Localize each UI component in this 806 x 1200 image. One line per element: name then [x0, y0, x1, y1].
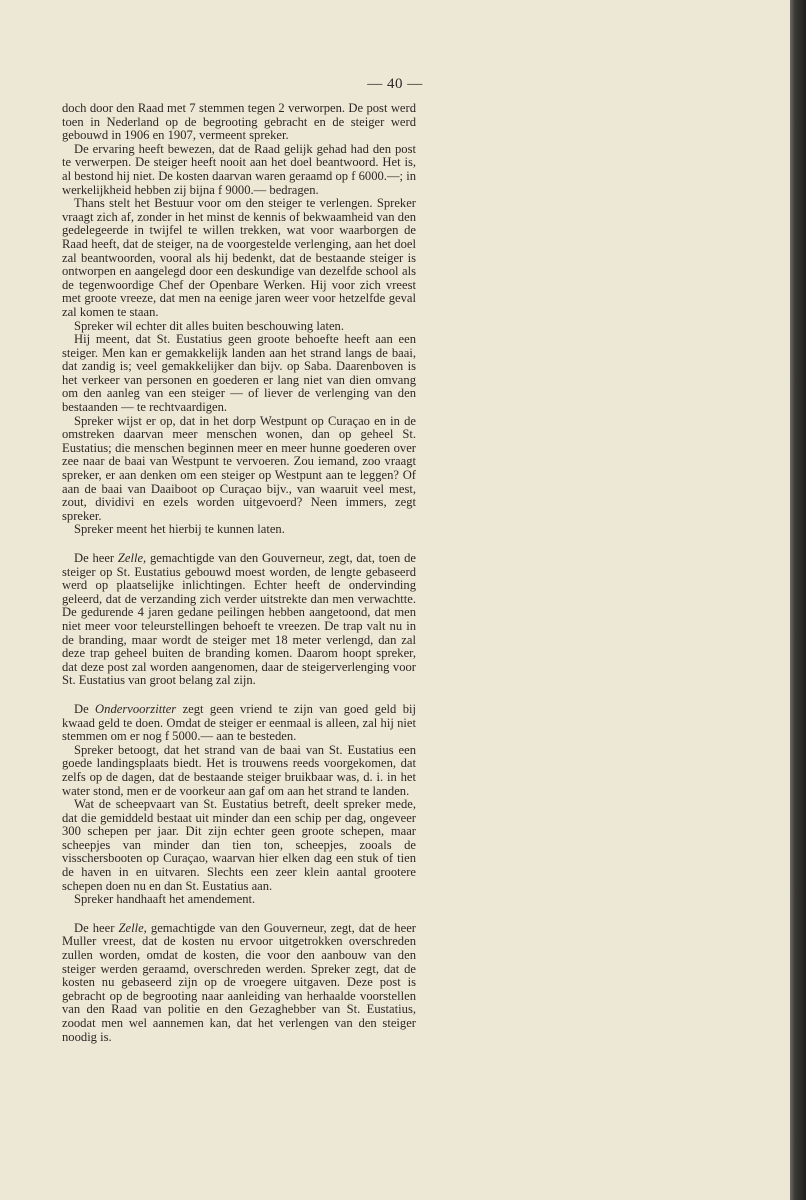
paragraph: De ervaring heeft bewezen, dat de Raad gelijk gehad had den post te verwerpen. De steiger heeft nooit aan het doel beantwoord. Het is, al bestond hij niet. De kosten daarvan waren geraamd op f 6000.—; in werkelijkheid hebben zij bijna f 9000.— bedragen. — [62, 141, 416, 197]
scan-edge — [790, 0, 806, 1200]
paragraph: Wat de scheepvaart van St. Eustatius betreft, deelt spreker mede, dat die gemiddeld bestaat uit minder dan een schip per dag, ongeveer 300 schepen per jaar. Dit zijn echter geen groote schepen, maar scheepjes van minder dan tien ton, scheepjes, zooals de visschersbooten op Curaçao, waarvan hier elken dag een stuk of tien de haven in en uitvaren. Slechts een zeer klein aantal grootere schepen doen nu en dan St. Eustatius aan. — [62, 797, 416, 893]
speaker-name: Zelle, — [117, 551, 147, 565]
paragraph: Spreker wijst er op, dat in het dorp Westpunt op Curaçao en in de omstreken daarvan meer menschen wonen, dan op geheel St. Eustatius; die menschen beginnen meer en meer hunne goederen over zee naar de baai van Westpunt te vervoeren. Zou iemand, zoo vraagt spreker, er aan denken om een steiger op Westpunt aan te leggen? Of aan de baai van Daaiboot op Curaçao bijv., van waaruit veel mest, zout, dividivi en ezels worden uitgevoerd? Neen immers, zegt spreker. — [62, 413, 416, 523]
speaker-text: gemachtigde van den Gouverneur, zegt, dat de heer Muller vreest, dat de kosten nu ervoor uitgetrokken overschreden zullen worden, omdat de kosten, die voor den aanbouw van den steiger werden geraamd, overschreden werden. Spreker zegt, dat de kosten nu gebaseerd zijn op de vroegere uitgaven. Deze post is gebracht op de begrooting naar aanleiding van herhaalde voorstellen van den Raad van politie en den Gezaghebber van St. Eustatius, zoodat men wel aannemen kan, dat het verlengen van den steiger noodig is. — [62, 920, 416, 1044]
paragraph: Spreker meent het hierbij te kunnen laten. — [74, 522, 285, 537]
speaker-text: zegt geen vriend te zijn van goed geld bij kwaad geld te doen. Omdat de steiger er eenmaal is alleen, zal hij niet stemmen om er nog f 5000.— aan te besteden. — [62, 701, 416, 744]
speaker-prefix: De heer — [74, 551, 118, 565]
page-number: — 40 — — [367, 76, 423, 92]
paragraph: Thans stelt het Bestuur voor om den steiger te verlengen. Spreker vraagt zich af, zonder in het minst de kennis of bekwaamheid van den gedelegeerde in twijfel te willen trekken, wat voor waarborgen de Raad heeft, dat de steiger, na de voorgestelde verlenging, aan het doel zal beantwoorden, vooral als hij bedenkt, dat de bestaande steiger is ontworpen en aangelegd door een deskundige van dezelfde school als de tegenwoordige Chef der Openbare Werken. Hij voor zich vreest met groote vreeze, dat men na eenige jaren weer voor hetzelfde geval zal komen te staan. — [62, 196, 416, 319]
speaker-text: gemachtigde van den Gouverneur, zegt, dat, toen de steiger op St. Eustatius gebouwd moest worden, de lengte gebaseerd werd op plaatselijke inlichtingen. Echter heeft de ondervinding geleerd, dat de verzanding zich verder uitstrekte dan men verwachtte. De gedurende 4 jaren gedane peilingen hebben aangetoond, dat men niet meer voor teleurstellingen behoeft te vreezen. De trap valt nu in de branding, maar wordt de steiger met 18 meter verlengd, dan zal deze trap geheel buiten de branding komen. Daarom hoopt spreker, dat deze post zal worden aangenomen, daar de steigerverlenging voor St. Eustatius van groot belang zal zijn. — [62, 551, 416, 688]
paragraph: Hij meent, dat St. Eustatius geen groote behoefte heeft aan een steiger. Men kan er gemakkelijk landen aan het strand langs de baai, dat zandig is; veel gemakkelijker dan bijv. op Saba. Daarenboven is het verkeer van personen en goederen er lang niet van dien omvang om den aanleg van een steiger — of liever de verlenging van den bestaanden — te rechtvaardigen. — [62, 332, 416, 415]
speaker-name: Zelle, — [118, 920, 147, 935]
paragraph: Spreker betoogt, dat het strand van de baai van St. Eustatius een goede landingsplaats biedt. Het is trouwens reeds voorgekomen, dat zelfs op de dagen, dat de bestaande steiger bruikbaar was, d. i. in het water stond, men er de voorkeur aan gaf om aan het strand te landen. — [62, 742, 416, 798]
speaker-prefix: De heer — [74, 920, 119, 935]
speaker-paragraph — [62, 703, 416, 744]
speaker-paragraph — [62, 922, 416, 1044]
speaker-prefix: De — [74, 701, 96, 716]
paragraph: Spreker wil echter dit alles buiten beschouwing laten. — [74, 318, 344, 333]
paragraph: doch door den Raad met 7 stemmen tegen 2 verworpen. De post werd toen in Nederland op de begrooting gebracht en de steiger werd gebouwd in 1906 en 1907, vermeent spreker. — [62, 101, 416, 143]
paragraph: Spreker handhaaft het amendement. — [74, 892, 256, 907]
speaker-name: Ondervoorzitter — [95, 701, 177, 716]
body-text — [62, 102, 416, 1044]
speaker-paragraph — [62, 552, 416, 688]
